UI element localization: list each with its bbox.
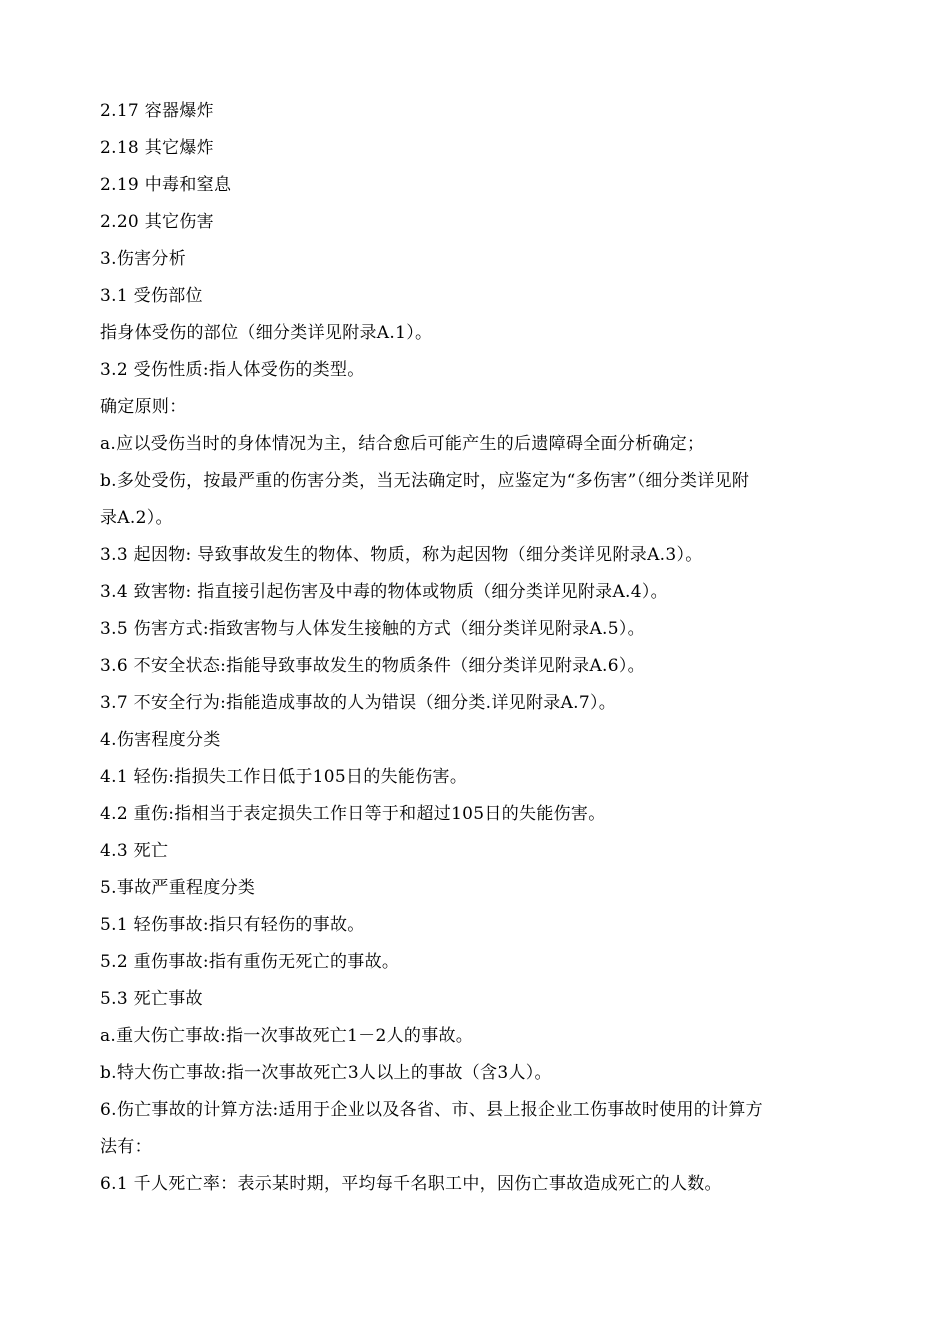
line-2-20: 2.20 其它伤害 [100,212,214,232]
line-5-2: 5.2 重伤事故:指有重伤无死亡的事故。 [100,952,400,972]
line-5-1: 5.1 轻伤事故:指只有轻伤的事故。 [100,915,365,935]
heading-6-cont: 法有： [100,1137,152,1157]
line-4-2: 4.2 重伤:指相当于表定损失工作日等于和超过105日的失能伤害。 [100,804,606,824]
line-5-3-b: b.特大伤亡事故:指一次事故死亡3人以上的事故（含3人）。 [100,1063,552,1083]
line-3-3: 3.3 起因物: 导致事故发生的物体、物质，称为起因物（细分类详见附录A.3）。 [100,545,703,565]
line-principle-b: b.多处受伤，按最严重的伤害分类，当无法确定时，应鉴定为“多伤害”（细分类详见附 [100,471,750,491]
line-principle-a: a.应以受伤当时的身体情况为主，结合愈后可能产生的后遗障碍全面分析确定； [100,434,705,454]
line-3-2: 3.2 受伤性质:指人体受伤的类型。 [100,360,365,380]
line-4-1: 4.1 轻伤:指损失工作日低于105日的失能伤害。 [100,767,468,787]
line-2-18: 2.18 其它爆炸 [100,138,214,158]
line-3-1: 3.1 受伤部位 [100,286,203,306]
line-principle: 确定原则： [100,397,187,417]
line-2-17: 2.17 容器爆炸 [100,101,214,121]
line-5-3-a: a.重大伤亡事故:指一次事故死亡1－2人的事故。 [100,1026,474,1046]
heading-5: 5.事故严重程度分类 [100,878,256,898]
line-6-1: 6.1 千人死亡率：表示某时期，平均每千名职工中，因伤亡事故造成死亡的人数。 [100,1174,722,1194]
line-5-3: 5.3 死亡事故 [100,989,203,1009]
line-3-6: 3.6 不安全状态:指能导致事故发生的物质条件（细分类详见附录A.6）。 [100,656,645,676]
line-2-19: 2.19 中毒和窒息 [100,175,232,195]
document-body [100,93,850,1203]
heading-6: 6.伤亡事故的计算方法:适用于企业以及各省、市、县上报企业工伤事故时使用的计算方 [100,1100,763,1120]
line-3-4: 3.4 致害物: 指直接引起伤害及中毒的物体或物质（细分类详见附录A.4）。 [100,582,668,602]
line-4-3: 4.3 死亡 [100,841,169,861]
heading-3: 3.伤害分析 [100,249,187,269]
line-3-7: 3.7 不安全行为:指能造成事故的人为错误（细分类.详见附录A.7）。 [100,693,617,713]
heading-4: 4.伤害程度分类 [100,730,221,750]
line-principle-b-cont: 录A.2）。 [100,508,173,528]
line-3-5: 3.5 伤害方式:指致害物与人体发生接触的方式（细分类详见附录A.5）。 [100,619,645,639]
line-3-1-desc: 指身体受伤的部位（细分类详见附录A.1）。 [100,323,433,343]
